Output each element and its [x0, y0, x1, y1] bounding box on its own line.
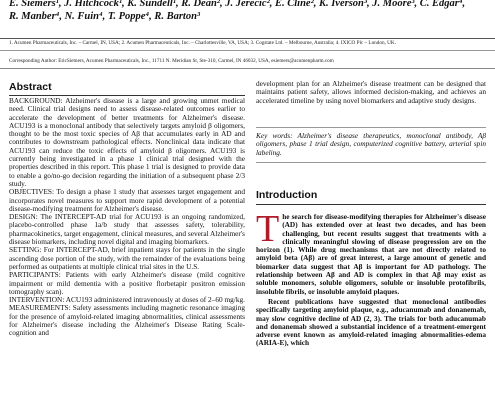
corresponding-text: Corresponding Author: EricSiemers, Acumen Pharmaceuticals, Inc., 11711 N. Meridian St, Ste-310, Carmel, IN 46032, USA, esiemers@acumenpharm.com	[9, 58, 334, 64]
conclusion-text: development plan for an Alzheimer's disease treatment can be designed that maintains patient safety, allows informed decision-making, and achieves an accelerated timeline by using novel biomarkers and adaptive study designs.	[256, 79, 486, 105]
corresponding-author	[9, 58, 334, 64]
introduction-rule	[256, 204, 486, 205]
abstract-setting	[9, 246, 245, 271]
abstract-rule	[9, 95, 245, 96]
measurements-text: Safety assessments including magnetic resonance imaging for the presence of amyloid-related imaging abnormalities, clinical assessments for Alzheimer's disease including the Alzheimer's Disease Rating Scale-cognition and	[9, 303, 245, 338]
header-rule	[0, 38, 495, 39]
introduction-p2-text: Recent publications have suggested that monoclonal antibodies specifically targeting amyloid plaque, e.g., aducanumab and donanemab, may slow cognitive decline of AD (2, 3). The trials for both aducanumab and donanemab showed a substantial incidence of a treatment-emergent adverse event known as amyloid-related imaging abnormalities-edema (ARIA-E), which	[256, 296, 486, 348]
abstract-design	[9, 213, 245, 246]
keywords-label: Key words:	[256, 131, 293, 140]
introduction-p1-text: he search for disease-modifying therapies for Alzheimer's disease (AD) has extended over at least two decades, and has been challenging, but recent results suggest that treatments with a clinically meaningful slowing of disease progression are on the horizon (1). While drug mechanisms that are not directly related to amyloid beta (Aβ) are of great interest, a large amount of genetic and biomarker data suggest that Aβ is important for AD pathology. The relationship between Aβ and AD is complex in that Aβ may exist as soluble monomers, soluble oligomers, soluble or insoluble protofibrils, insoluble fibrils, or insoluble amyloid plaques.	[256, 213, 486, 296]
keywords-text: Alzheimer's disease therapeutics, monoclonal antibody, Aβ oligomers, phase 1 trial design, computerized cognitive battery, arterial spin labeling.	[256, 131, 487, 157]
drop-cap: T	[256, 213, 280, 250]
affiliations: 1. Acumen Pharmaceuticals, Inc. – Carmel, IN, USA; 2. Acumen Pharmaceuticals, Inc. – Charlottesville, VA, USA; 3. Cogstate Ltd. – Melbourne, Australia; 4. IXICO Plc – London, UK.	[9, 40, 396, 46]
objectives-text: To design a phase 1 study that assesses target engagement and incorporates novel measures to support more rapid development of a potential disease-modifying treatment for Alzheimer's disease.	[9, 187, 245, 213]
setting-heading: SETTING:	[9, 245, 42, 255]
keywords-rule-bottom	[256, 162, 486, 163]
design-heading: DESIGN:	[9, 212, 38, 222]
background-text: Alzheimer's disease is a large and growing unmet medical need. Clinical trial designs need to assess disease-related outcomes earlier to accelerate the development of better treatments for Alzheimer's disease. ACU193 is a monoclonal antibody that selectively targets amyloid β oligomers, thought to be the most toxic species of Aβ that accumulates early in AD and contributes to downstream pathological effects. Nonclinical data indicate that ACU193 can reduce the toxic effects of amyloid β oligomers. ACU193 is currently being investigated in a phase 1 clinical trial designed with the properties described in this report. This phase 1 trial is designed to provide data to enable a go/no-go decision regarding the initiation of a subsequent phase 2/3 study.	[9, 97, 245, 188]
author-list	[0, 0, 495, 38]
introduction-paragraph-1	[256, 213, 486, 296]
abstract-title: Abstract	[9, 81, 52, 93]
intervention-heading: INTERVENTION:	[9, 295, 65, 305]
abstract-measurements	[9, 304, 245, 337]
intervention-text: ACU193 administered intravenously at doses of 2–60 mg/kg.	[64, 295, 245, 305]
author-line-2: R. Manber⁴, N. Fuin⁴, T. Poppe⁴, R. Barton³	[9, 11, 201, 22]
introduction-title: Introduction	[256, 189, 318, 201]
design-text: The INTERCEPT-AD trial for ACU193 is an ongoing randomized, placebo-controlled phase 1a/b study that assesses safety, tolerability, pharmacokinetics, target engagement, clinical measures, and several Alzheimer's disease biomarkers, including novel digital and imaging biomarkers.	[9, 212, 245, 247]
participants-text: Patients with early Alzheimer's disease (mild cognitive impairment or mild dementia with a positive florbetapir positron emission tomography scan).	[9, 270, 245, 296]
keywords-rule-top	[256, 127, 486, 128]
introduction-body	[256, 213, 486, 400]
keywords	[256, 132, 486, 157]
objectives-heading: OBJECTIVES:	[9, 187, 54, 197]
background-heading: BACKGROUND:	[9, 97, 63, 105]
affiliation-rule	[0, 50, 495, 51]
abstract-background	[9, 97, 245, 188]
introduction-paragraph-2	[256, 298, 486, 348]
measurements-heading: MEASUREMENTS:	[9, 303, 71, 313]
abstract-participants	[9, 271, 245, 296]
abstract-body	[9, 97, 245, 400]
corresponding-rule	[0, 68, 495, 69]
abstract-conclusion-continued	[256, 80, 486, 105]
participants-heading: PARTICIPANTS:	[9, 270, 61, 280]
author-line-1: E. Siemers¹, J. Hitchcock¹, K. Sundell¹, R. Dean², J. Jerecic², E. Cline², K. Iverson³, J. Moore³, C. Edgar⁴,	[9, 0, 466, 9]
abstract-objectives	[9, 188, 245, 213]
setting-text: For INTERCEPT-AD, brief inpatient stays for patients in the single ascending dose portion of the study, with the remainder of the evaluations being performed as outpatients at multiple clinical trial sites in the U.S.	[9, 245, 245, 271]
